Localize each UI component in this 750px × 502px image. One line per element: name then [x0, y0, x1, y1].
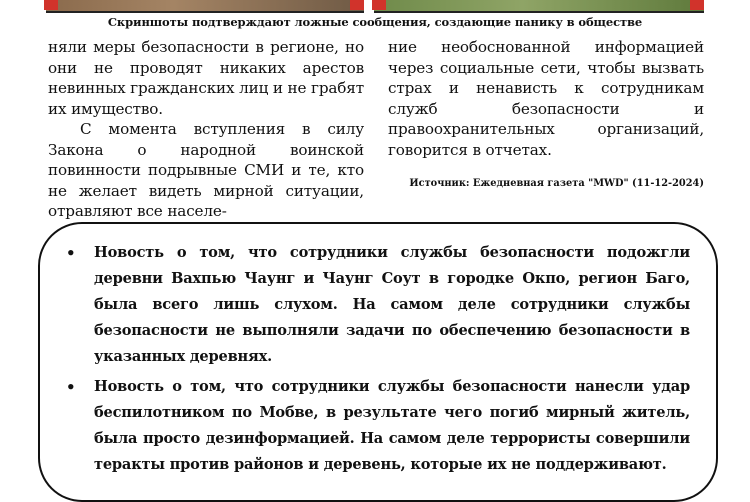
article-column-right: [388, 37, 704, 160]
photo-caption: Скриншоты подтверждают ложные сообщения, создающие панику в обществе: [107, 15, 643, 29]
screenshot-photo-left: [46, 0, 364, 13]
red-marker-decoration: [350, 0, 364, 10]
callout-bullet-item: [62, 374, 690, 478]
callout-bullet-list: [62, 240, 690, 482]
bullet-icon: •: [66, 378, 76, 396]
bullet-icon: •: [66, 244, 76, 262]
red-marker-decoration: [372, 0, 386, 10]
callout-bullet-text: Новость о том, что сотрудники службы безопасности нанесли удар беспилотником по Мобве, в результате чего погиб мирный житель, была просто дезинформацией. На самом деле террористы совершили теракты против районов и деревень, которые их не поддерживают.: [94, 378, 690, 473]
screenshot-photos: [0, 0, 750, 12]
article-paragraph: ние необоснованной информацией через социальные сети, чтобы вызвать страх и ненависть к сотрудникам служб безопасности и правоохранительных организаций, говорится в отчетах.: [388, 38, 704, 159]
callout-bullet-text: Новость о том, что сотрудники службы безопасности подожгли деревни Вахпью Чаунг и Чаунг Соут в городке Окпо, регион Баго, была всего лишь слухом. На самом деле сотрудники службы безопасности не выполняли задачи по обеспечению безопасности в указанных деревнях.: [94, 244, 690, 365]
source-citation: Источник: Ежедневная газета "MWD" (11-12-2024): [409, 178, 704, 189]
callout-bullet-item: [62, 240, 690, 370]
article-paragraph: няли меры безопасности в регионе, но они не проводят никаких арестов невинных гражданских лиц и не грабят их имущество.: [48, 38, 364, 118]
red-marker-decoration: [44, 0, 58, 10]
article-column-left: [48, 37, 364, 222]
red-marker-decoration: [690, 0, 704, 10]
article-paragraph: С момента вступления в силу Закона о народной воинской повинности подрывные СМИ и те, кто не желает видеть мирной ситуации, отравляют все населе-: [48, 120, 364, 220]
screenshot-photo-right: [374, 0, 704, 13]
